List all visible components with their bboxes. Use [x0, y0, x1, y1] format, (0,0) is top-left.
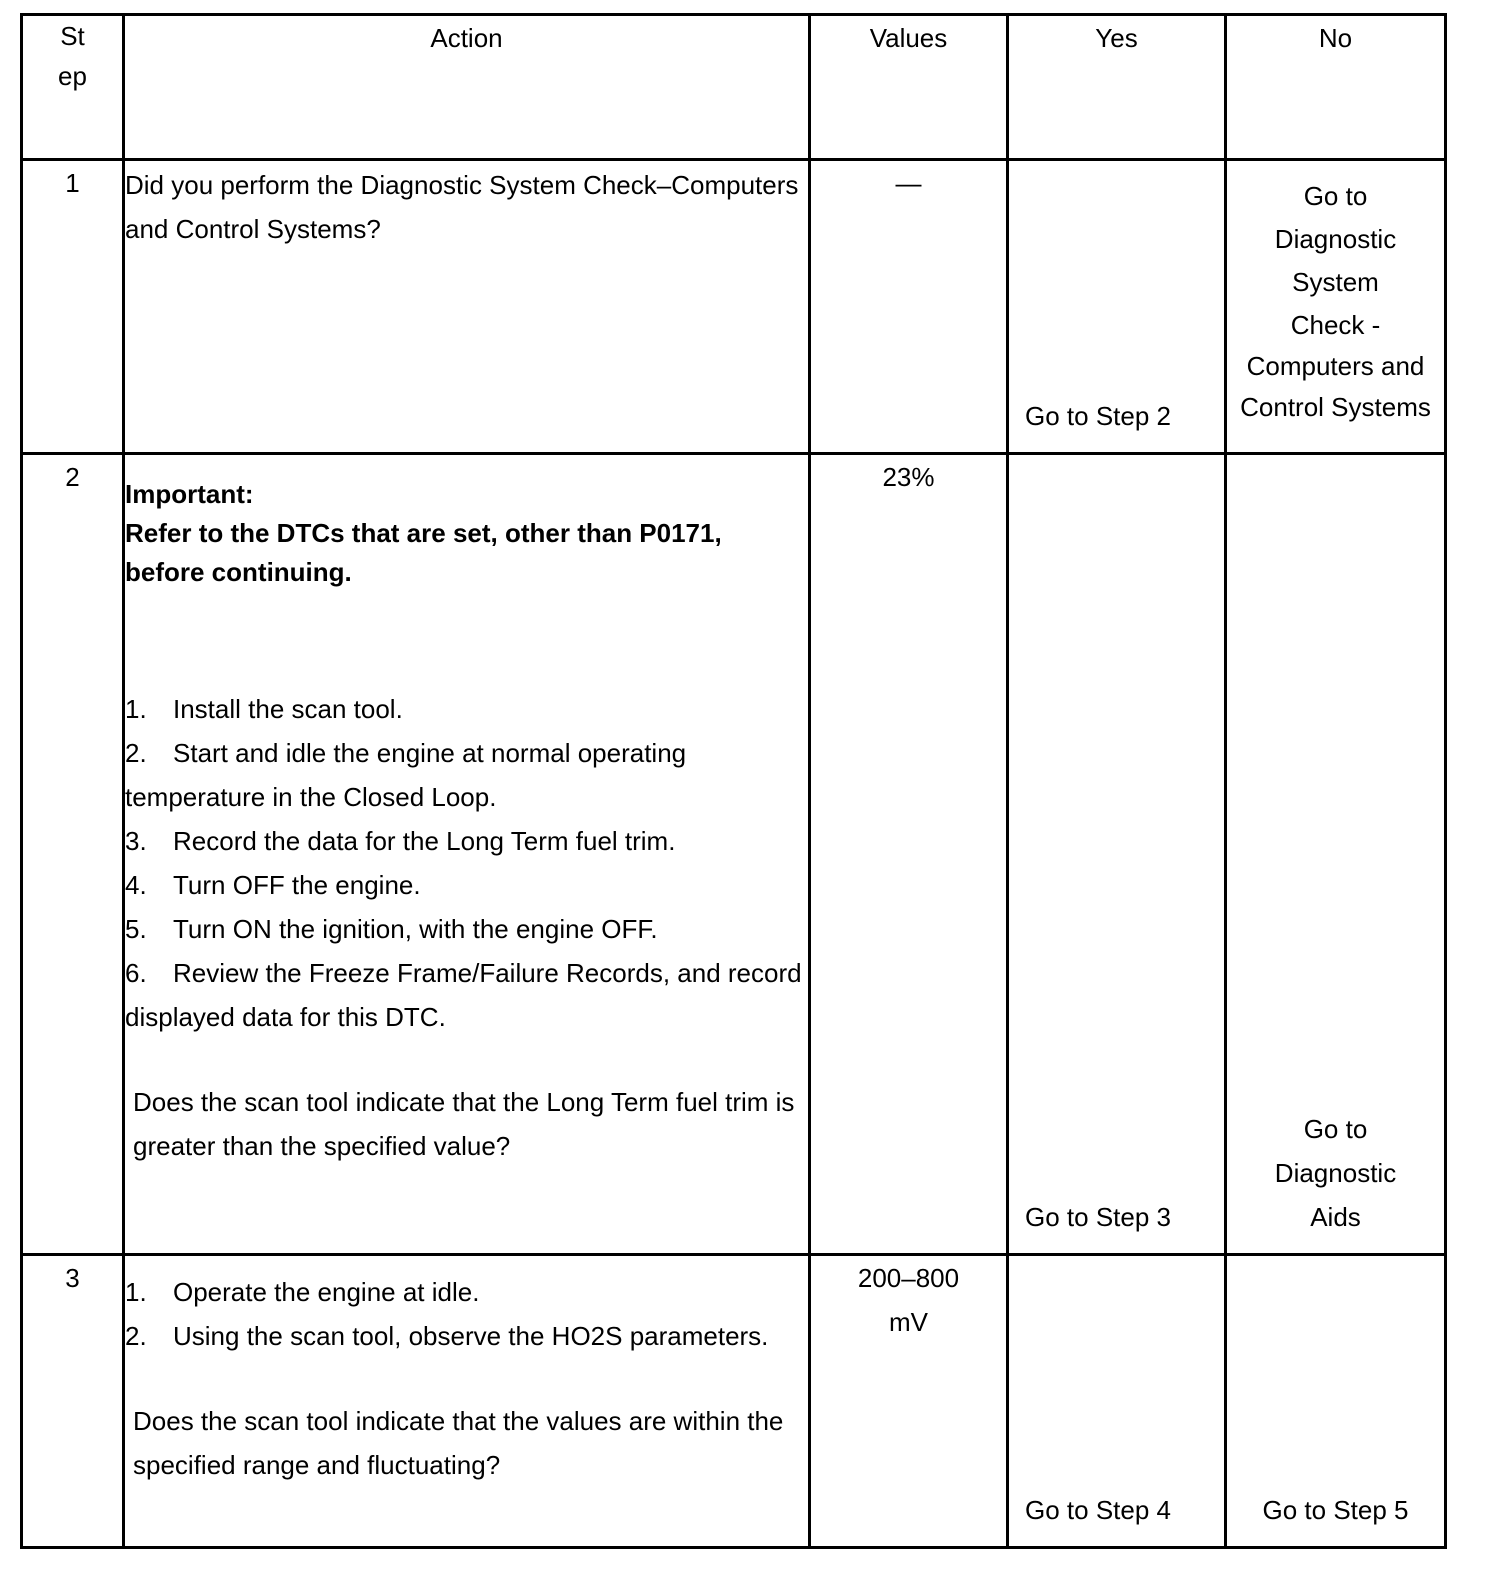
instruction-list [125, 1270, 808, 1358]
table-row [22, 160, 1446, 454]
list-item: 2. Start and idle the engine at normal operating temperature in the Closed Loop. [125, 738, 687, 812]
no-text: Go to Step 5 [1262, 1495, 1409, 1525]
step-number: 1 [22, 160, 124, 454]
no-cell [1226, 454, 1446, 1255]
value-cell: 200–800 mV [810, 1255, 1008, 1548]
diagnostic-table [20, 13, 1447, 1549]
value-cell: — [810, 160, 1008, 454]
action-cell [124, 454, 810, 1255]
action-cell [124, 160, 810, 454]
header-row [22, 15, 1446, 160]
list-item: 3. Record the data for the Long Term fuel trim. [125, 826, 676, 856]
list-item: 5. Turn ON the ignition, with the engine OFF. [125, 914, 658, 944]
list-item: 4. Turn OFF the engine. [125, 870, 421, 900]
no-cell [1226, 1255, 1446, 1548]
important-text: Refer to the DTCs that are set, other than P0171, before continuing. [125, 518, 722, 587]
table-row [22, 454, 1446, 1255]
list-item: 1. Install the scan tool. [125, 694, 403, 724]
no-cell [1226, 160, 1446, 454]
no-text: Go to Diagnostic Aids [1274, 1114, 1397, 1232]
step-number: 2 [22, 454, 124, 1255]
yes-text: Go to Step 2 [1025, 401, 1171, 431]
question-text: Does the scan tool indicate that the Long Term fuel trim is greater than the specified value? [133, 1087, 795, 1161]
question-text: Did you perform the Diagnostic System Check–Computers and Control Systems? [125, 170, 799, 244]
header-action: Action [124, 15, 810, 160]
yes-text: Go to Step 3 [1025, 1202, 1171, 1232]
header-values: Values [810, 15, 1008, 160]
header-step: St ep [22, 15, 124, 160]
step-number: 3 [22, 1255, 124, 1548]
question-text: Does the scan tool indicate that the values are within the specified range and fluctuating? [133, 1406, 784, 1480]
yes-cell [1008, 160, 1226, 454]
important-label: Important: [125, 479, 254, 509]
yes-cell [1008, 454, 1226, 1255]
instruction-list [125, 687, 808, 1039]
list-item: 6. Review the Freeze Frame/Failure Records, and record displayed data for this DTC. [125, 958, 802, 1032]
table-row [22, 1255, 1446, 1548]
header-no: No [1226, 15, 1446, 160]
value-cell: 23% [810, 454, 1008, 1255]
header-yes: Yes [1008, 15, 1226, 160]
no-text: Go to Diagnostic System Check - Computers and Control Systems [1240, 181, 1431, 422]
action-cell [124, 1255, 810, 1548]
yes-text: Go to Step 4 [1025, 1495, 1171, 1525]
list-item: 2. Using the scan tool, observe the HO2S parameters. [125, 1321, 769, 1351]
list-item: 1. Operate the engine at idle. [125, 1277, 480, 1307]
yes-cell [1008, 1255, 1226, 1548]
